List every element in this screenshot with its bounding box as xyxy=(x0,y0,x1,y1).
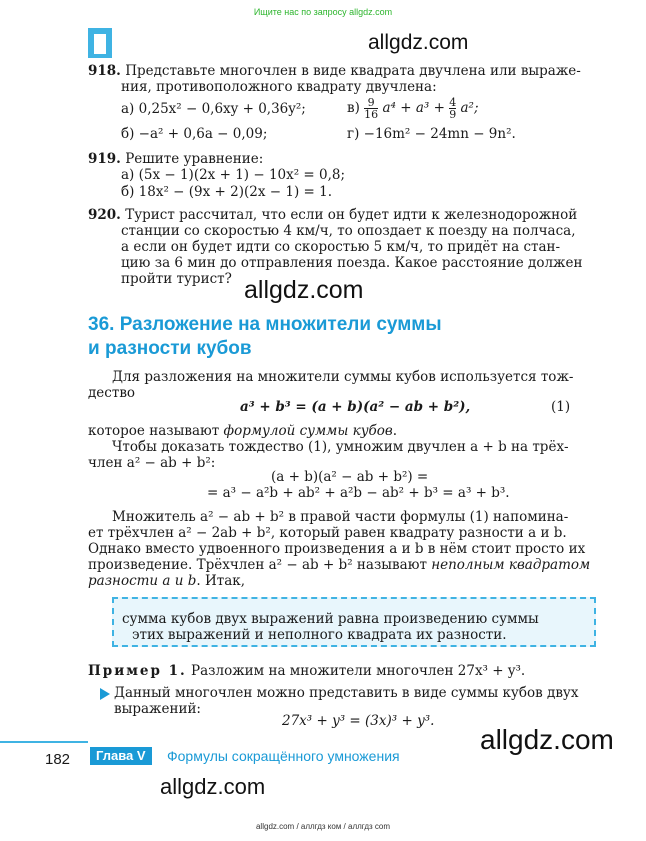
equation-line: = a³ − a²b + ab² + a²b − ab² + b³ = a³ + b³. xyxy=(207,485,510,501)
task-919-b: б) 18x² − (9x + 2)(2x − 1) = 1. xyxy=(121,184,332,200)
formula-number: (1) xyxy=(551,399,571,415)
page-divider xyxy=(0,741,88,743)
task-label: в) xyxy=(347,100,360,116)
example-line: Пример 1. Разложим на множители многочлен 27x³ + y³. xyxy=(88,663,526,679)
paragraph-line: Чтобы доказать тождество (1), умножим двучлен a + b на трёх- xyxy=(112,439,569,455)
formula-sum-of-cubes: a³ + b³ = (a + b)(a² − ab + b²), xyxy=(240,399,471,415)
watermark: allgdz.com xyxy=(368,31,469,54)
task-918-g: г) −16m² − 24mn − 9n². xyxy=(347,126,516,142)
paragraph-line: Множитель a² − ab + b² в правой части формулы (1) напомина- xyxy=(112,509,569,525)
paragraph-line: член a² − ab + b²: xyxy=(88,455,216,471)
example-equation: 27x³ + y³ = (3x)³ + y³. xyxy=(282,713,435,729)
exercise-text-line: а если он будет идти со скоростью 5 км/ч, то придёт на стан- xyxy=(121,239,561,255)
example-label: Пример 1. xyxy=(88,663,187,679)
exercises-logo-icon xyxy=(88,28,112,58)
task-919-a: а) (5x − 1)(2x + 1) − 10x² = 0,8; xyxy=(121,167,346,183)
chapter-badge: Глава V xyxy=(90,747,152,765)
task-918-b: б) −a² + 0,6a − 0,09; xyxy=(121,126,268,142)
exercise-text-cont: ния, противоположного квадрату двучлена: xyxy=(121,79,437,95)
page-number: 182 xyxy=(45,751,71,768)
task-918-a: а) 0,25x² − 0,6xy + 0,36y²; xyxy=(121,101,306,117)
exercise-number: 919. xyxy=(88,151,121,167)
exercise-text: Решите уравнение: xyxy=(125,151,264,167)
example-solution-line: Данный многочлен можно представить в виде суммы кубов двух xyxy=(114,685,579,701)
chapter-title: Формулы сокращённого умножения xyxy=(167,748,400,764)
watermark: allgdz.com xyxy=(480,724,614,755)
fraction: $\frac{4}{9}$ xyxy=(449,96,457,121)
paragraph-line: которое называют формулой суммы кубов. xyxy=(88,423,398,439)
paragraph-line: Однако вместо удвоенного произведения a и b в нём стоит просто их xyxy=(88,541,586,557)
exercise-919 xyxy=(88,151,263,167)
exercise-text: Представьте многочлен в виде квадрата двучлена или выраже- xyxy=(125,63,581,79)
task-918-v xyxy=(347,97,479,120)
expression: a⁴ + a³ + xyxy=(382,100,445,116)
paragraph-line: произведение. Трёхчлен a² − ab + b² называют неполным квадратом xyxy=(88,557,591,573)
section-title: 36. Разложение на множители суммы и разности кубов xyxy=(88,314,442,359)
rule-text: сумма кубов двух выражений равна произведению суммы этих выражений и неполного квадрата их разности. xyxy=(122,611,539,643)
exercise-text-line: цию за 6 мин до отправления поезда. Какое расстояние должен xyxy=(121,255,583,271)
watermark: allgdz.com xyxy=(244,276,364,304)
equation-line: (a + b)(a² − ab + b²) = xyxy=(271,469,429,485)
exercise-number: 918. xyxy=(88,63,121,79)
exercise-number: 920. xyxy=(88,207,121,223)
footer-links[interactable]: allgdz.com / аллгдз ком / аллгдз com xyxy=(255,822,391,831)
term-italic: формулой суммы кубов xyxy=(223,423,393,439)
paragraph-line: ет трёхчлен a² − 2ab + b², который равен квадрату разности a и b. xyxy=(88,525,567,541)
term-italic: неполным квадратом xyxy=(431,557,591,573)
fraction: $\frac{9}{16}$ xyxy=(364,96,379,121)
paragraph-line: разности a и b. Итак, xyxy=(88,573,245,589)
expression: a²; xyxy=(460,100,479,116)
exercise-918 xyxy=(88,63,600,79)
exercise-text-line: станции со скоростью 4 км/ч, то опоздает к поезду на полчаса, xyxy=(121,223,576,239)
solution-arrow-icon xyxy=(100,688,110,700)
watermark: allgdz.com xyxy=(160,774,266,799)
top-search-link[interactable]: Ищите нас по запросу allgdz.com xyxy=(253,7,393,17)
paragraph-line: Для разложения на множители суммы кубов используется тож- xyxy=(112,369,574,385)
paragraph-line: дество xyxy=(88,385,136,401)
term-italic: разности a и b xyxy=(88,573,197,589)
exercise-text: Турист рассчитал, что если он будет идти к железнодорожной xyxy=(125,207,578,223)
exercise-text-line: пройти турист? xyxy=(121,271,232,287)
example-solution-line: выражений: xyxy=(114,701,201,717)
exercise-920 xyxy=(88,207,600,223)
